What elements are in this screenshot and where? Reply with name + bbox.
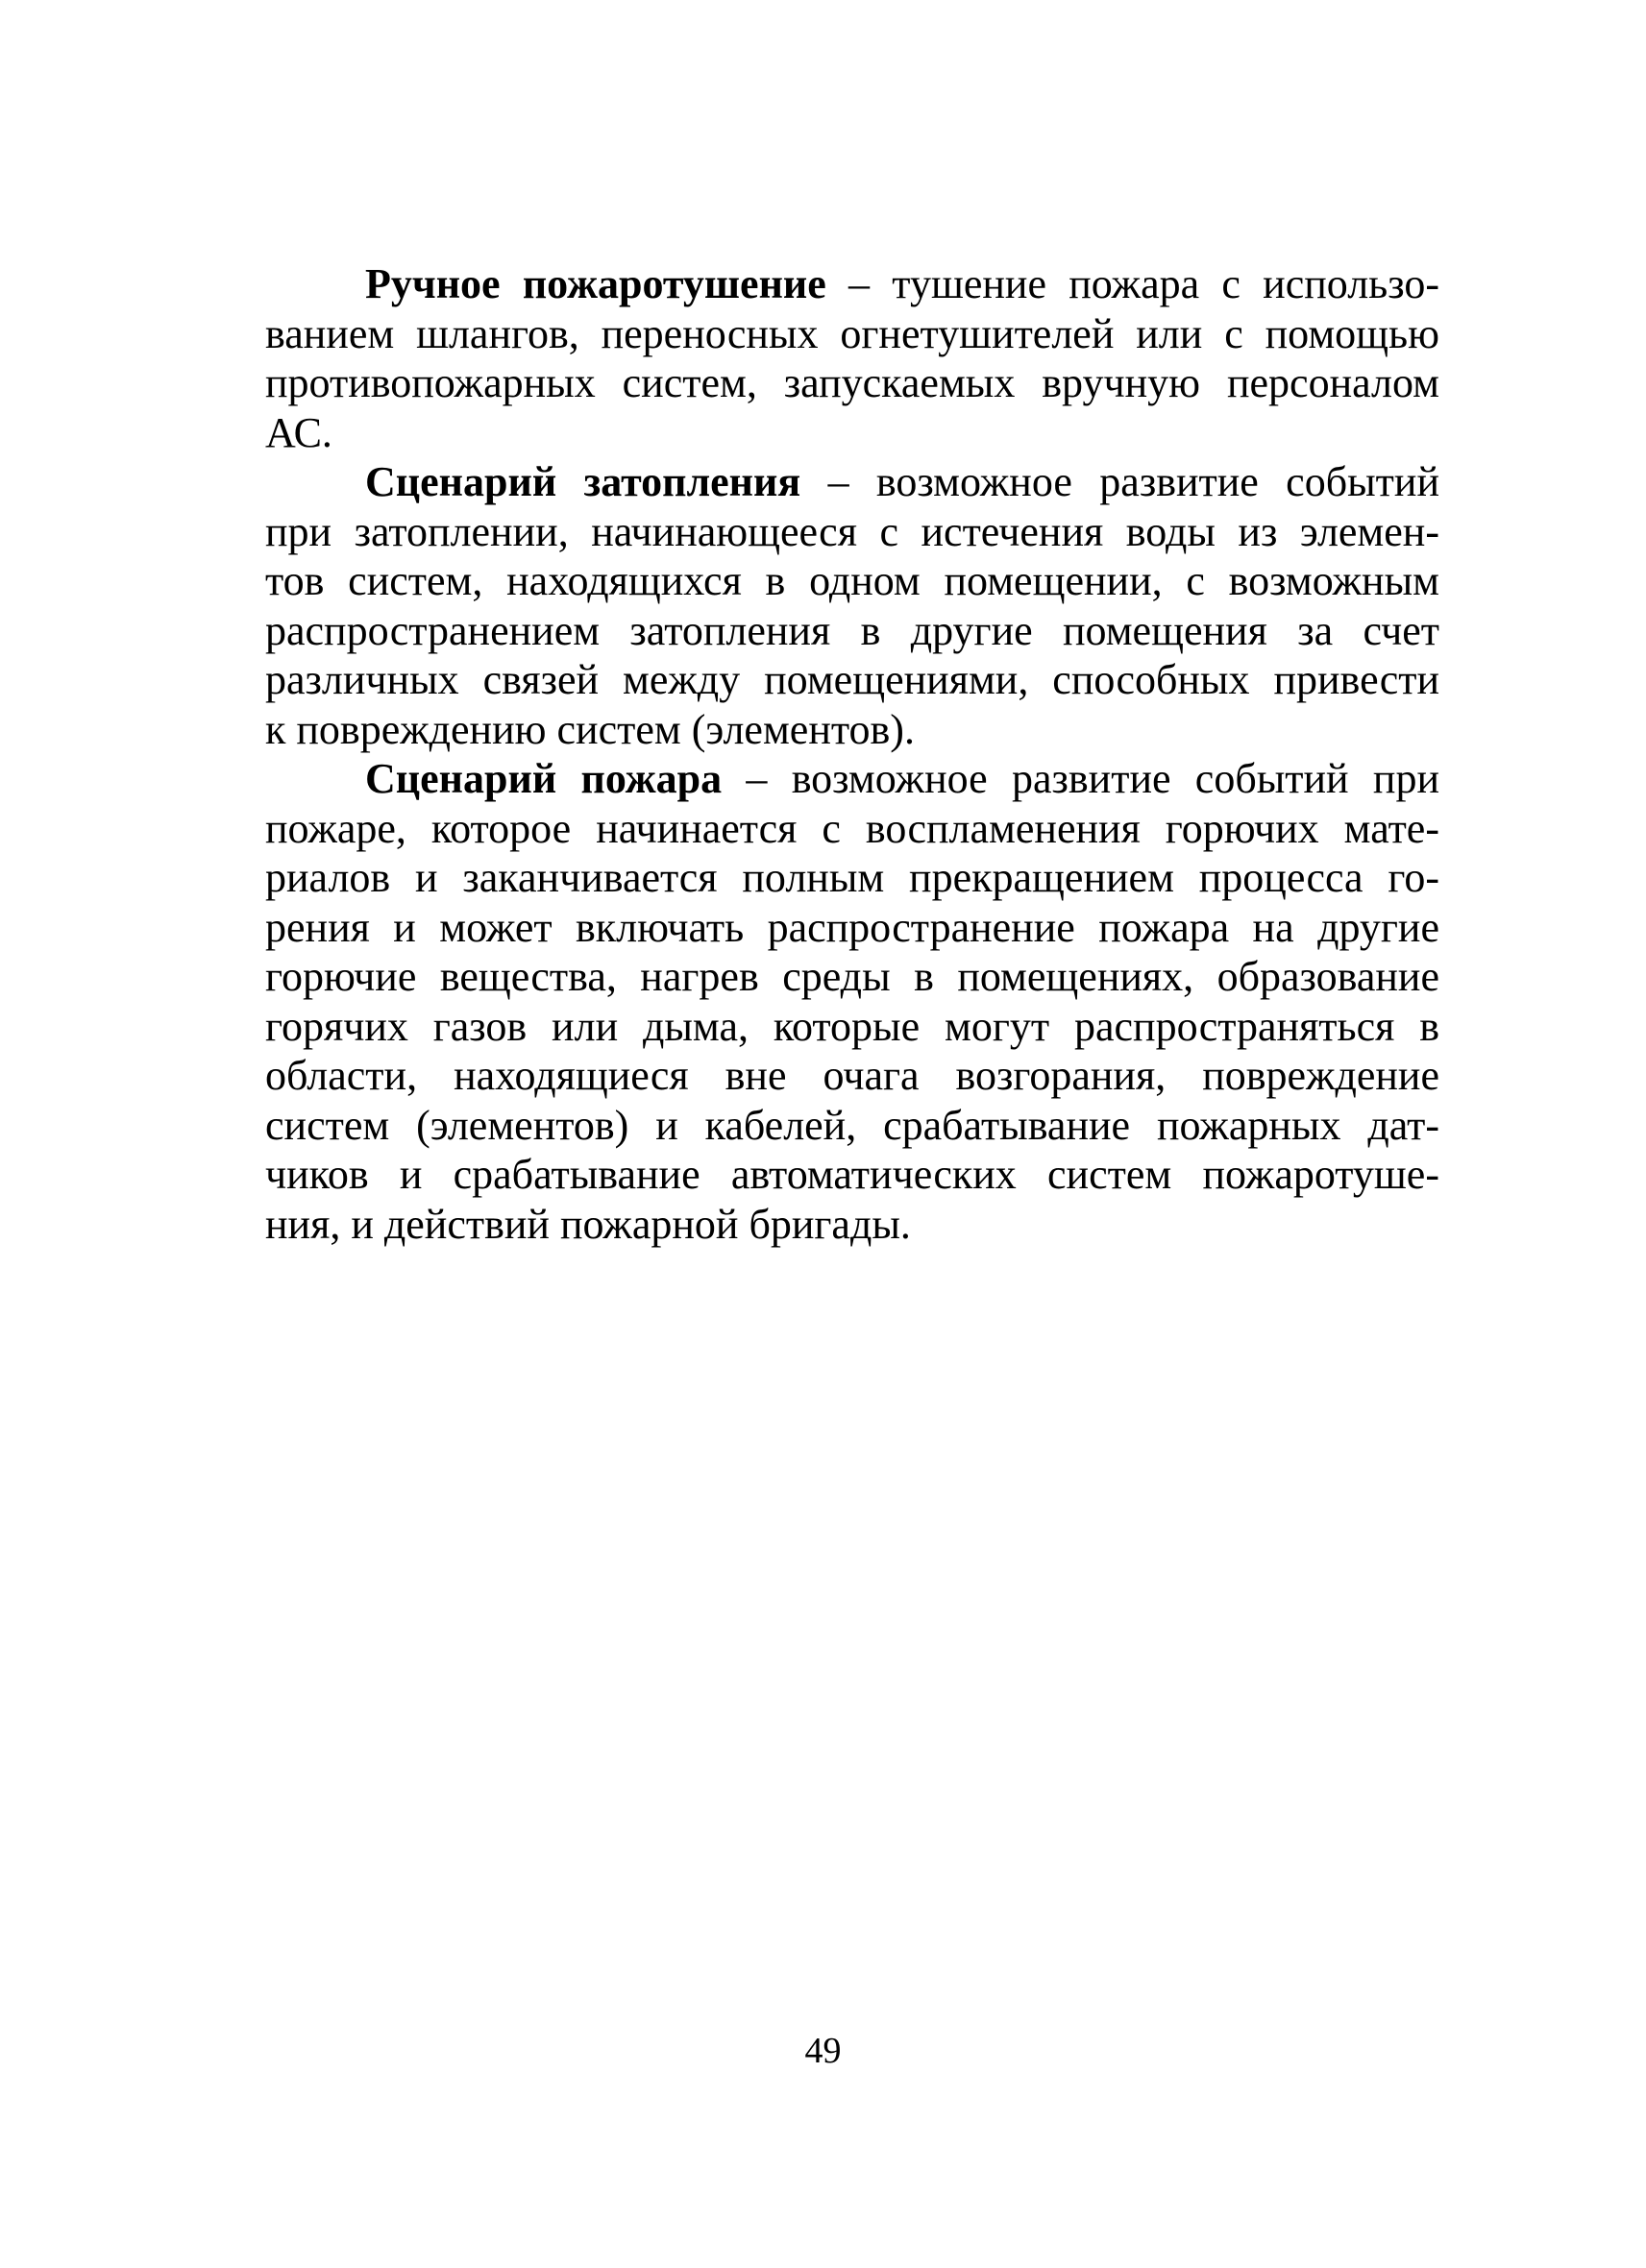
- definition-manual-firefighting: [265, 259, 1439, 457]
- definition-text: – возможное развитие событий: [800, 458, 1439, 505]
- text-line: ванием шлангов, переносных огнетушителей или с помощью: [265, 309, 1439, 357]
- defined-term: Сценарий пожара: [365, 755, 723, 802]
- text-line: распространением затопления в другие помещения за счет: [265, 606, 1439, 654]
- text-line: различных связей между помещениями, способных привести: [265, 656, 1439, 703]
- text-line: [265, 754, 1439, 804]
- text-line: [265, 457, 1439, 507]
- text-line: АС.: [265, 408, 332, 456]
- text-line: при затоплении, начинающееся с истечения воды из элемен-: [265, 507, 1439, 555]
- definition-flooding-scenario: [265, 457, 1439, 754]
- text-line: тов систем, находящихся в одном помещении, с возможным: [265, 557, 1439, 604]
- defined-term: Сценарий затопления: [365, 458, 801, 505]
- text-line: [265, 259, 1439, 309]
- text-line: чиков и срабатывание автоматических систем пожаротуше-: [265, 1151, 1439, 1198]
- text-line: систем (элементов) и кабелей, срабатывание пожарных дат-: [265, 1101, 1439, 1149]
- text-line: к повреждению систем (элементов).: [265, 705, 915, 753]
- definition-text: – тушение пожара с использо-: [825, 260, 1439, 307]
- page-number: 49: [804, 2031, 842, 2071]
- text-line: области, находящиеся вне очага возгорания, повреждение: [265, 1052, 1439, 1099]
- text-line: риалов и заканчивается полным прекращением процесса го-: [265, 854, 1439, 901]
- text-line: рения и может включать распространение пожара на другие: [265, 903, 1439, 951]
- text-line: пожаре, которое начинается с воспламенения горючих мате-: [265, 804, 1439, 852]
- text-line: ния, и действий пожарной бригады.: [265, 1200, 911, 1248]
- defined-term: Ручное пожаротушение: [365, 260, 826, 307]
- text-line: горячих газов или дыма, которые могут распространяться в: [265, 1002, 1439, 1050]
- definition-text: – возможное развитие событий при: [722, 755, 1439, 802]
- body-text: [265, 259, 1439, 1249]
- text-line: противопожарных систем, запускаемых вручную персоналом: [265, 359, 1439, 406]
- definition-fire-scenario: [265, 754, 1439, 1249]
- text-line: горючие вещества, нагрев среды в помещениях, образование: [265, 953, 1439, 1000]
